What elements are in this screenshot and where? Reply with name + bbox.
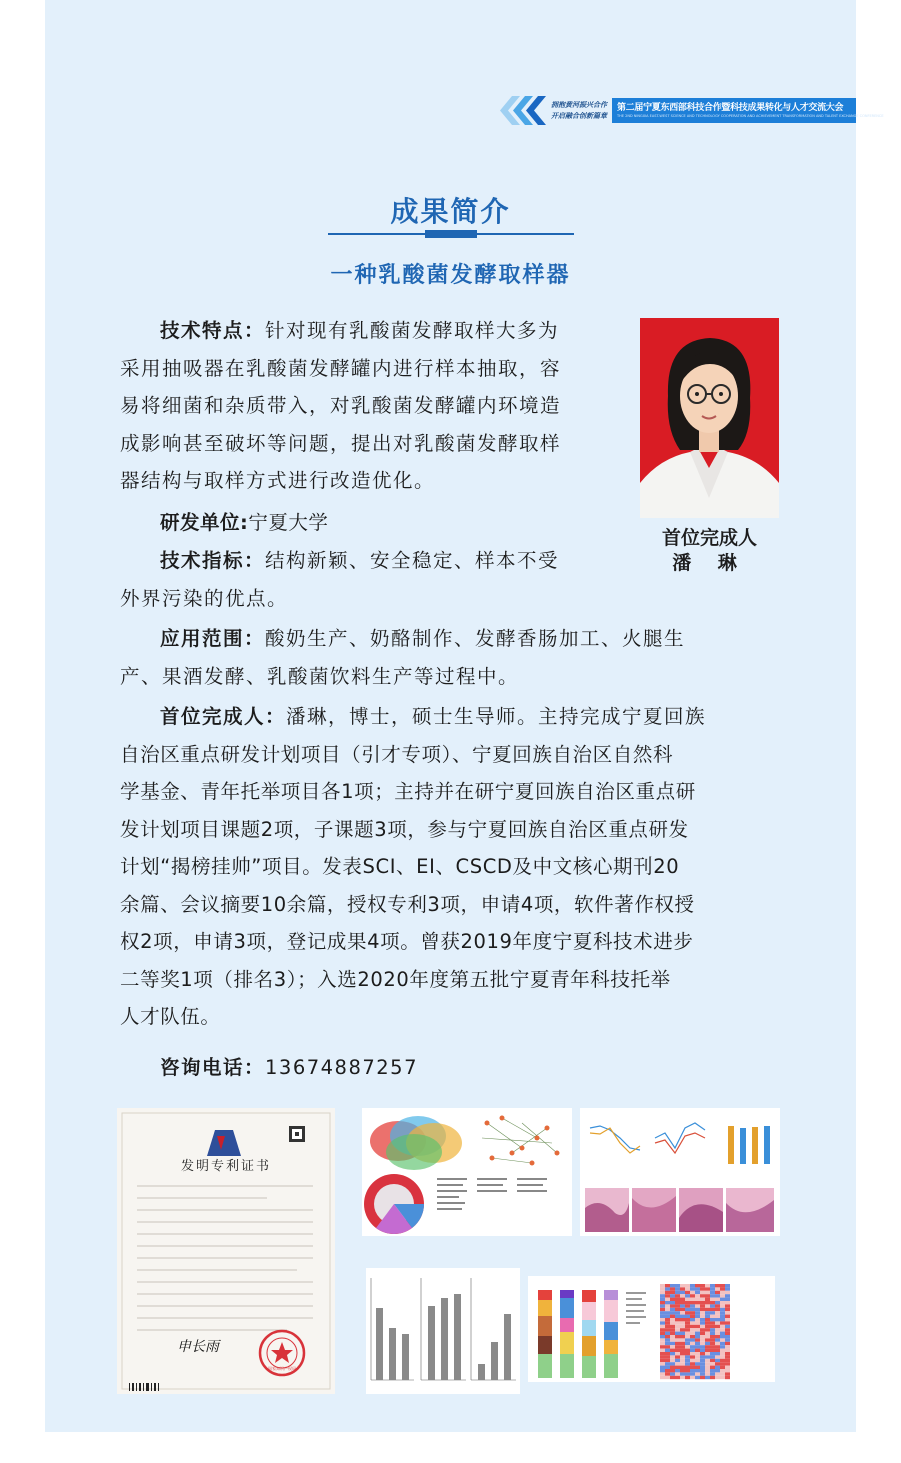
contact-label: 咨询电话： bbox=[160, 1056, 266, 1079]
tech-indicators: 技术指标：结构新颖、安全稳定、样本不受 外界污染的优点。 bbox=[120, 549, 560, 610]
tech-indicators-label: 技术指标： bbox=[160, 549, 266, 572]
conference-banner bbox=[500, 96, 884, 125]
chevron-left-icon bbox=[526, 96, 546, 125]
application-range: 应用范围：酸奶生产、奶酪制作、发酵香肠加工、火腿生 产、果酒发酵、乳酸菌饮料生产等过程中。 bbox=[120, 627, 686, 688]
achievement-title: 一种乳酸菌发酵取样器 bbox=[330, 263, 571, 288]
tech-features: 技术特点：针对现有乳酸菌发酵取样大多为 采用抽吸器在乳酸菌发酵罐内进行样本抽取，容 易将细菌和杂质带入，对乳酸菌发酵罐内环境造 成影响甚至破坏等问题，提出对乳酸菌发酵取样 器结构与取样方式进行改造优化。 bbox=[120, 319, 562, 492]
tech-features-label: 技术特点： bbox=[160, 319, 266, 342]
research-unit-value: 宁夏大学 bbox=[248, 511, 329, 534]
venn-network-figure bbox=[362, 1108, 572, 1236]
contact-number: 13674887257 bbox=[265, 1056, 418, 1079]
bar-panels-figure bbox=[366, 1268, 520, 1394]
certificate-signature: 申长雨 bbox=[177, 1339, 219, 1355]
banner-slogan: 拥抱黄河振兴合作 开启融合创新篇章 bbox=[551, 100, 607, 120]
section-title: 成果简介 bbox=[390, 195, 511, 228]
title-underline-accent bbox=[425, 230, 477, 238]
certificate-title: 发明专利证书 bbox=[180, 1159, 271, 1174]
contact-phone bbox=[160, 1049, 418, 1087]
certificate-seal: 国家知识产权局 bbox=[268, 1366, 296, 1371]
application-label: 应用范围： bbox=[160, 627, 266, 650]
research-unit bbox=[160, 504, 328, 542]
author-photo bbox=[640, 318, 779, 518]
leader-label: 首位完成人： bbox=[160, 705, 287, 728]
photo-caption-name: 潘 琳 bbox=[672, 552, 747, 574]
banner-title: 第二届宁夏东西部科技合作暨科技成果转化与人才交流大会 bbox=[617, 103, 844, 113]
composition-heatmap-figure bbox=[528, 1276, 775, 1382]
banner-subtitle: THE 2ND NINGXIA EAST-WEST SCIENCE AND TECHNOLOGY COOPERATION AND ACHIEVEMENT TRANSFORMATION AND TALENT EXCHANGE CONFERENCE bbox=[617, 114, 884, 118]
leader-bio: 首位完成人：潘琳，博士，硕士生导师。主持完成宁夏回族 自治区重点研发计划项目（引才专项）、宁夏回族自治区自然科 学基金、青年托举项目各1项；主持并在研宁夏回族自治区重点研 发计划项目课题2项，子课题3项，参与宁夏回族自治区重点研发 计划“揭榜挂帅”项目。发表SCI、EI、CSCD及中文核心期刊20 余篇、会议摘要10余篇，授权专利3项，申请4项，软件著作权授 权2项，申请3项，登记成果4项。曾获2019年度宁夏科技术进步 二等奖1项（排名3）；入选2020年度第五批宁夏青年科技托举 人才队伍。 bbox=[120, 705, 707, 1028]
photo-caption-role: 首位完成人 bbox=[661, 527, 757, 549]
assay-histology-figure bbox=[580, 1108, 780, 1236]
patent-certificate-image bbox=[117, 1108, 335, 1394]
research-unit-label: 研发单位: bbox=[160, 511, 249, 534]
